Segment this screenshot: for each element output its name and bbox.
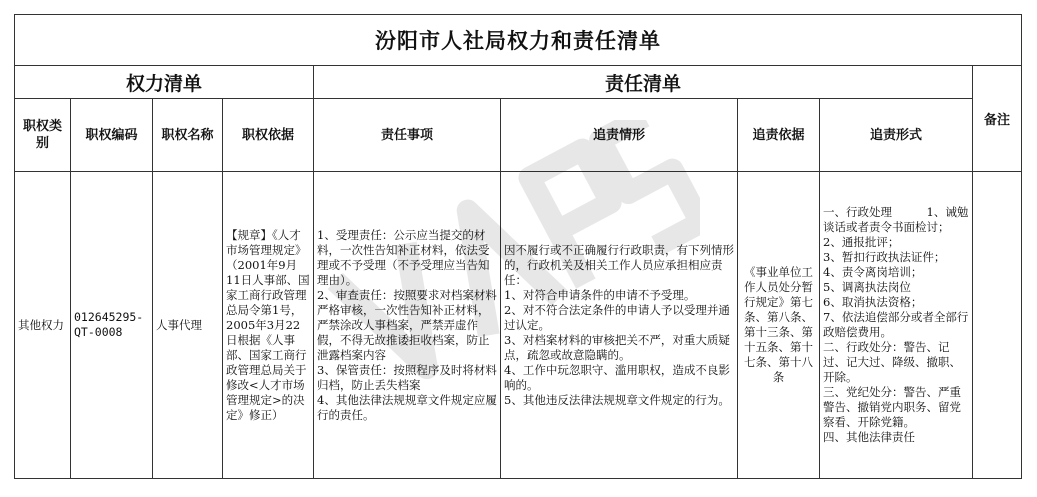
header-basis: 职权依据 [223, 99, 314, 172]
cell-acc-basis: 《事业单位工作人员处分暂行规定》第七条、第八条、第十三条、第十五条、第十七条、第十八条 [738, 172, 820, 479]
cell-basis: 【规章】《人才市场管理规定》（2001年9月11日人事部、国家工商行政管理总局令第1号，2005年3月22日根据《人事部、国家工商行政管理总局关于修改<人才市场管理规定>的决定》修正） [223, 172, 314, 479]
header-category: 职权类别 [15, 99, 71, 172]
power-responsibility-table [14, 14, 1022, 479]
header-code: 职权编码 [71, 99, 153, 172]
section-duty-list: 责任清单 [314, 66, 973, 99]
cell-accountability: 因不履行或不正确履行行政职责，有下列情形的，行政机关及相关工作人员应承担相应责任： 1、对符合申请条件的申请不予受理。 2、对不符合法定条件的申请人予以受理并通过认定。 3、对档案材料的审核把关不严，对重大质疑点，疏忽或故意隐瞒的。 4、工作中玩忽职守、滥用职权，造成不良影响的。 5、其他违反法律法规规章文件规定的行为。 [501, 172, 738, 479]
header-acc-basis: 追责依据 [738, 99, 820, 172]
header-name: 职权名称 [153, 99, 223, 172]
cell-acc-form: 一、行政处理 1、诫勉谈话或者责令书面检讨； 2、通报批评； 3、暂扣行政执法证件； 4、责令离岗培训； 5、调离执法岗位 6、取消执法资格； 7、依法追偿部分或者全部行政赔偿费用。 二、行政处分：警告、记过、记大过、降级、撤职、开除。 三、党纪处分：警告、严重警告、撤销党内职务、留党察看、开除党籍。 四、其他法律责任 [820, 172, 973, 479]
header-duty-items: 责任事项 [314, 99, 501, 172]
cell-category: 其他权力 [15, 172, 71, 479]
cell-code: 012645295-QT-0008 [71, 172, 153, 479]
power-responsibility-sheet [14, 14, 1021, 480]
cell-remarks [973, 172, 1022, 479]
table-title: 汾阳市人社局权力和责任清单 [15, 15, 1022, 66]
header-accountability: 追责情形 [501, 99, 738, 172]
header-remarks: 备注 [973, 66, 1022, 172]
table-row [15, 172, 1022, 479]
cell-duty-items: 1、受理责任：公示应当提交的材料，一次性告知补正材料，依法受理或不予受理（不予受理应当告知理由）。 2、审查责任：按照要求对档案材料严格审核，一次性告知补正材料，严禁涂改人事档案，严禁弄虚作假，不得无故推诿拒收档案，防止泄露档案内容 3、保管责任：按照程序及时将材料归档，防止丢失档案 4、其他法律法规规章文件规定应履行的责任。 [314, 172, 501, 479]
cell-name: 人事代理 [153, 172, 223, 479]
section-power-list: 权力清单 [15, 66, 314, 99]
header-acc-form: 追责形式 [820, 99, 973, 172]
